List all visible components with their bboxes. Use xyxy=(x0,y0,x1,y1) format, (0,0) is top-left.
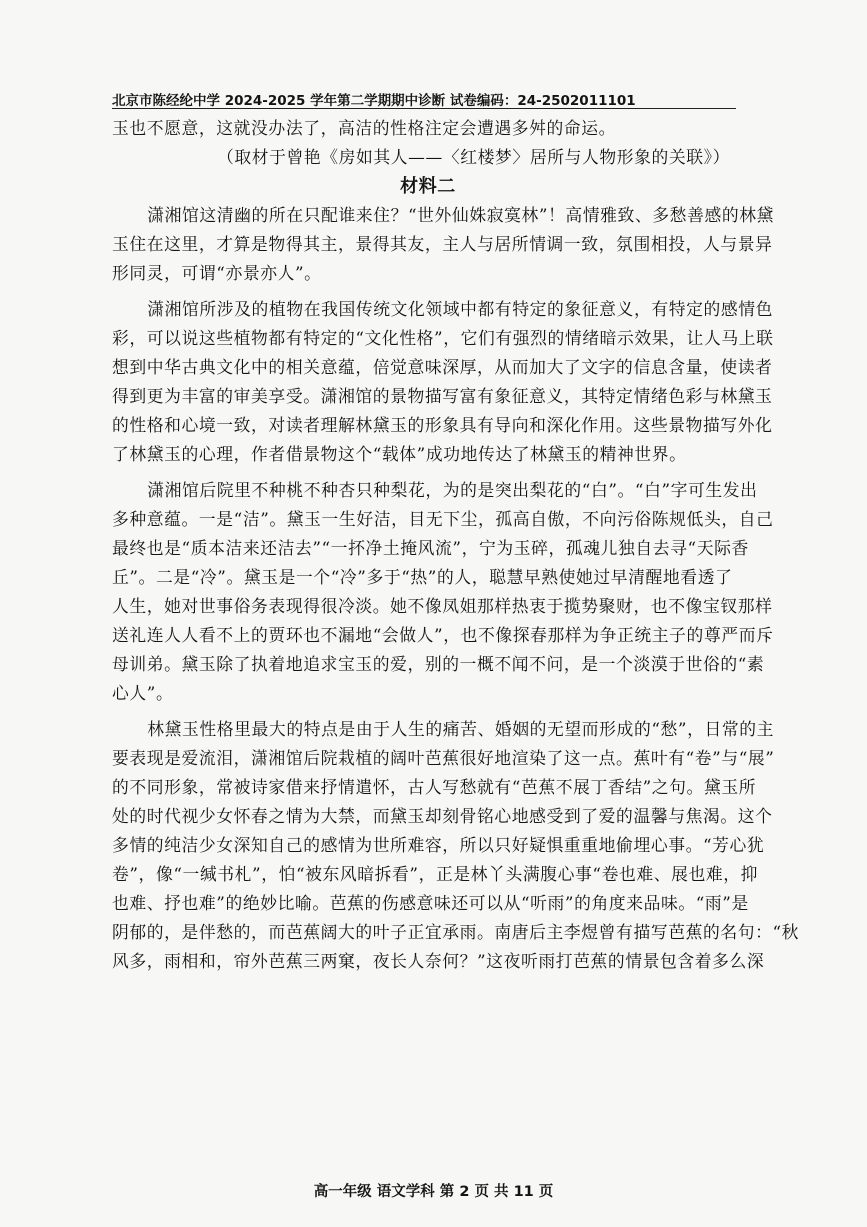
text-line: 得到更为丰富的审美享受。潇湘馆的景物描写富有象征意义，其特定情绪色彩与林黛玉 xyxy=(112,386,773,406)
section-title: 材料二 xyxy=(400,176,456,197)
text-line: 丘”。二是“冷”。黛玉是一个“冷”多于“热”的人，聪慧早熟使她过早清醒地看透了 xyxy=(112,567,733,587)
document-body xyxy=(112,114,800,976)
text-line: 也难、抒也难”的绝妙比喻。芭蕉的伤感意味还可以从“听雨”的角度来品味。“雨”是 xyxy=(112,893,749,913)
page-footer: 高一年级 语文学科 第 2 页 共 11 页 xyxy=(313,1184,554,1200)
text-line: 卷”，像“一缄书札”，怕“被东风暗拆看”，正是林丫头满腹心事“卷也难、展也难，抑 xyxy=(112,864,759,884)
text-line: 阴郁的，是伴愁的，而芭蕉阔大的叶子正宜承雨。南唐后主李煜曾有描写芭蕉的名句：“秋 xyxy=(112,922,800,942)
paragraph-2 xyxy=(112,295,774,469)
text-line: 林黛玉性格里最大的特点是由于人生的痛苦、婚姻的无望而形成的“愁”，日常的主 xyxy=(147,719,774,739)
text-line: 想到中华古典文化中的相关意蕴，倍觉意味深厚，从而加大了文字的信息含量，使读者 xyxy=(112,357,773,377)
text-line: 潇湘馆所涉及的植物在我国传统文化领域中都有特定的象征意义，有特定的感情色 xyxy=(147,299,773,319)
header-divider xyxy=(112,108,736,109)
text-line: 形同灵，可谓“亦景亦人”。 xyxy=(112,263,322,283)
text-line: 的性格和心境一致，对读者理解林黛玉的形象具有导向和深化作用。这些景物描写外化 xyxy=(112,415,773,435)
text-line: 了林黛玉的心理，作者借景物这个“载体”成功地传达了林黛玉的精神世界。 xyxy=(112,444,687,464)
text-line: 要表现是爱流泪，潇湘馆后院栽植的阔叶芭蕉很好地渲染了这一点。蕉叶有“卷”与“展” xyxy=(112,748,775,768)
text-line: 玉住在这里，才算是物得其主，景得其友，主人与居所情调一致，氛围相投，人与景异 xyxy=(112,234,773,254)
text-line: 送礼连人人看不上的贾环也不漏地“会做人”，也不像探春那样为争正统主子的尊严而斥 xyxy=(112,625,774,645)
text-line: 多种意蕴。一是“洁”。黛玉一生好洁，目无下尘，孤高自傲，不向污俗陈规低头，自己 xyxy=(112,509,774,529)
text-line: 彩，可以说这些植物都有特定的“文化性格”，它们有强烈的情绪暗示效果，让人马上联 xyxy=(112,328,774,348)
text-line: 母训弟。黛玉除了执着地追求宝玉的爱，别的一概不闻不问，是一个淡漠于世俗的“素 xyxy=(112,654,765,674)
text-line: 潇湘馆后院里不种桃不种杏只种梨花，为的是突出梨花的“白”。“白”字可生发出 xyxy=(147,480,758,500)
paragraph-1 xyxy=(112,201,774,288)
text-line: 的不同形象，常被诗家借来抒情遣怀，古人写愁就有“芭蕉不展丁香结”之句。黛玉所 xyxy=(112,777,757,797)
text-line: 处的时代视少女怀春之情为大禁，而黛玉却刻骨铭心地感受到了爱的温馨与焦渴。这个 xyxy=(112,806,773,826)
text-line: 风多，雨相和，帘外芭蕉三两窠，夜长人奈何？”这夜听雨打芭蕉的情景包含着多么深 xyxy=(112,951,765,971)
paragraph-4 xyxy=(112,715,800,976)
source-citation: （取材于曾艳《房如其人——〈红楼梦〉居所与人物形象的关联》） xyxy=(216,147,730,167)
text-line: 最终也是“质本洁来还洁去”“一抔净土掩风流”，宁为玉碎，孤魂儿独自去寻“天际香 xyxy=(112,538,749,558)
text-line: 心人”。 xyxy=(112,683,174,703)
exam-header: 北京市陈经纶中学 2024-2025 学年第二学期期中诊断 试卷编码：24-2502011101 xyxy=(112,93,636,109)
text-line: 人生，她对世事俗务表现得很冷淡。她不像凤姐那样热衷于揽势聚财，也不像宝钗那样 xyxy=(112,596,773,616)
text-line: 多情的纯洁少女深知自己的感情为世所难容，所以只好疑惧重重地偷埋心事。“芳心犹 xyxy=(112,835,765,855)
paragraph-3 xyxy=(112,476,774,708)
text-line: 潇湘馆这清幽的所在只配谁来住？“世外仙姝寂寞林”！高情雅致、多愁善感的林黛 xyxy=(147,205,774,225)
continued-line: 玉也不愿意，这就没办法了，高洁的性格注定会遭遇多舛的命运。 xyxy=(112,118,617,138)
